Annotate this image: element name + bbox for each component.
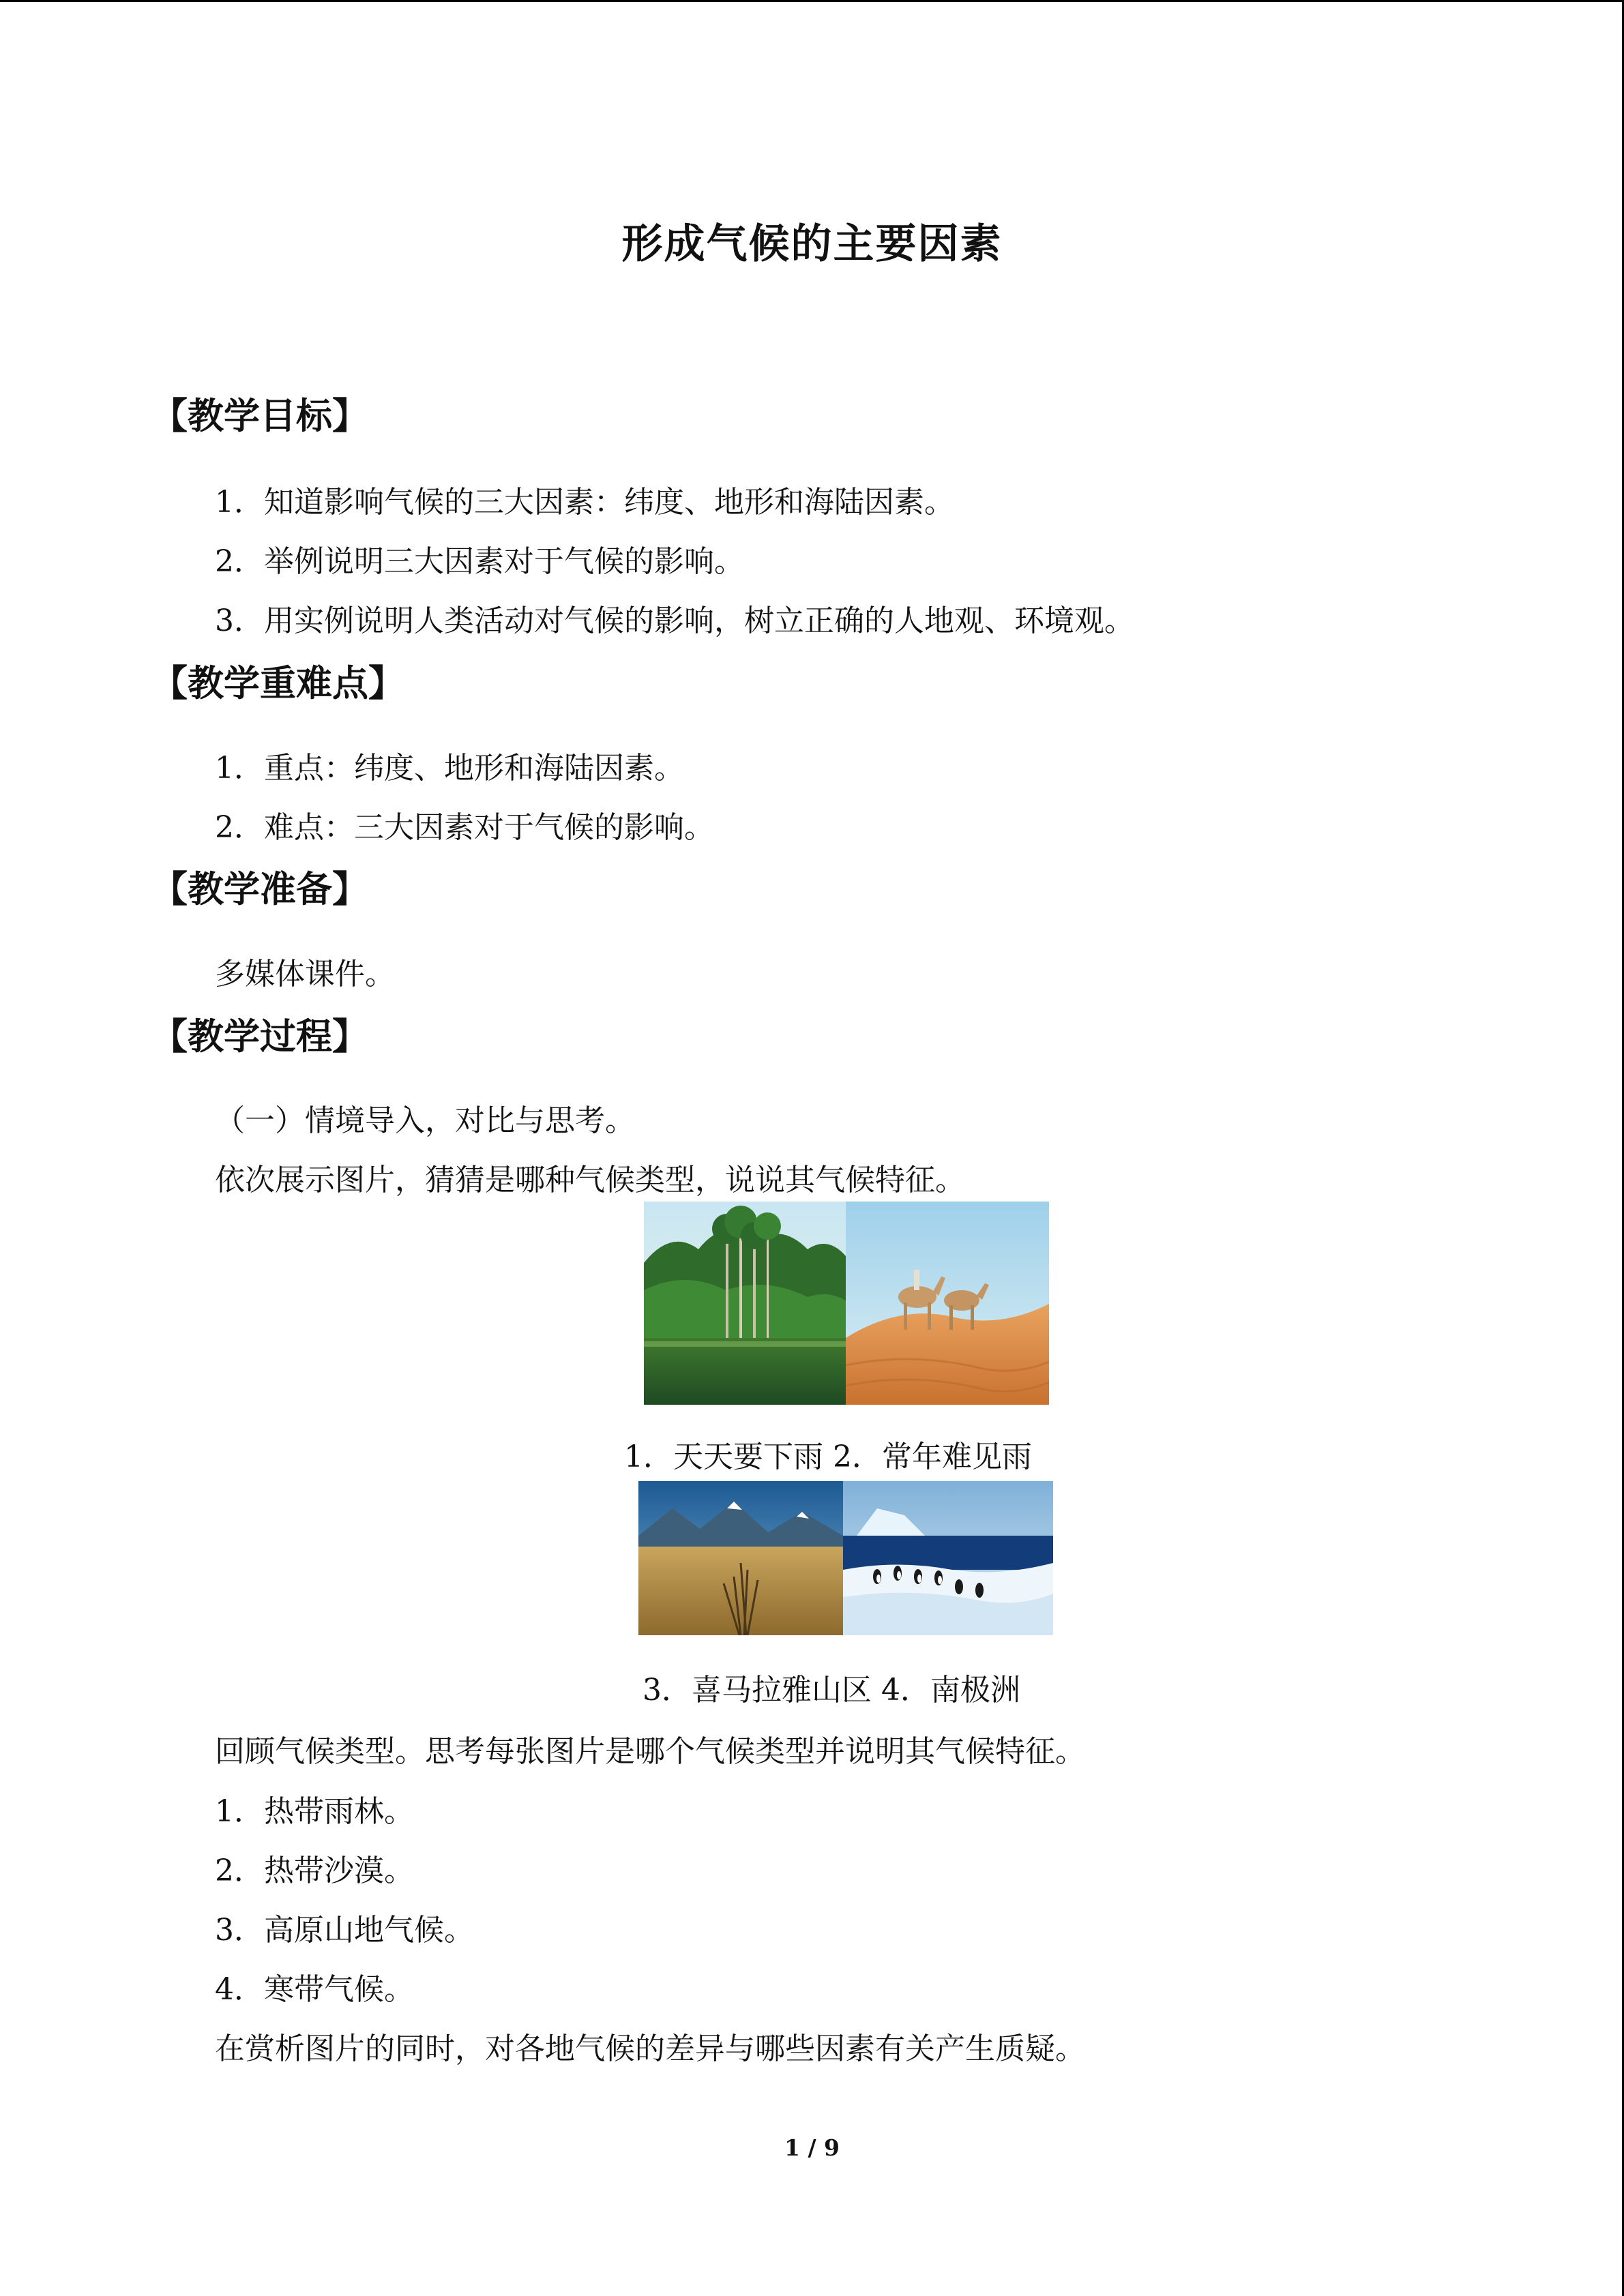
figure-mountain-antarctica bbox=[638, 1481, 1053, 1635]
heading-process: 【教学过程】 bbox=[151, 1015, 368, 1058]
answer-item-4: 4．寒带气候。 bbox=[215, 1972, 414, 2007]
top-border bbox=[0, 0, 1624, 2]
document-title: 形成气候的主要因素 bbox=[621, 220, 1003, 268]
figure-caption-2: 3．喜马拉雅山区 4．南极洲 bbox=[643, 1673, 1020, 1708]
process-closing: 在赏析图片的同时，对各地气候的差异与哪些因素有关产生质疑。 bbox=[215, 2031, 1085, 2066]
answer-item-2: 2．热带沙漠。 bbox=[215, 1853, 414, 1888]
answer-item-3: 3．高原山地气候。 bbox=[215, 1913, 474, 1948]
figure-caption-1: 1．天天要下雨 2．常年难见雨 bbox=[624, 1440, 1032, 1474]
preparation-text: 多媒体课件。 bbox=[215, 957, 395, 992]
page-number: 1 / 9 bbox=[784, 2134, 840, 2161]
answer-item-1: 1．热带雨林。 bbox=[215, 1794, 414, 1829]
objective-item-2: 2．举例说明三大因素对于气候的影响。 bbox=[215, 544, 744, 579]
desert-photo bbox=[846, 1202, 1049, 1405]
process-review: 回顾气候类型。思考每张图片是哪个气候类型并说明其气候特征。 bbox=[215, 1734, 1085, 1769]
heading-preparation: 【教学准备】 bbox=[151, 868, 368, 910]
objective-item-3: 3．用实例说明人类活动对气候的影响，树立正确的人地观、环境观。 bbox=[215, 603, 1134, 638]
key-point-item-1: 1．重点：纬度、地形和海陆因素。 bbox=[215, 751, 684, 786]
process-step-one: （一）情境导入，对比与思考。 bbox=[215, 1103, 635, 1138]
process-instruction: 依次展示图片，猜猜是哪种气候类型，说说其气候特征。 bbox=[215, 1163, 965, 1197]
antarctica-photo bbox=[843, 1481, 1053, 1635]
objective-item-1: 1．知道影响气候的三大因素：纬度、地形和海陆因素。 bbox=[215, 485, 954, 520]
himalaya-photo bbox=[638, 1481, 843, 1635]
figure-rainforest-desert bbox=[644, 1202, 1049, 1405]
key-point-item-2: 2．难点：三大因素对于气候的影响。 bbox=[215, 810, 714, 845]
rainforest-photo bbox=[644, 1202, 846, 1405]
heading-key-points: 【教学重难点】 bbox=[151, 662, 404, 704]
heading-objectives: 【教学目标】 bbox=[151, 395, 368, 437]
